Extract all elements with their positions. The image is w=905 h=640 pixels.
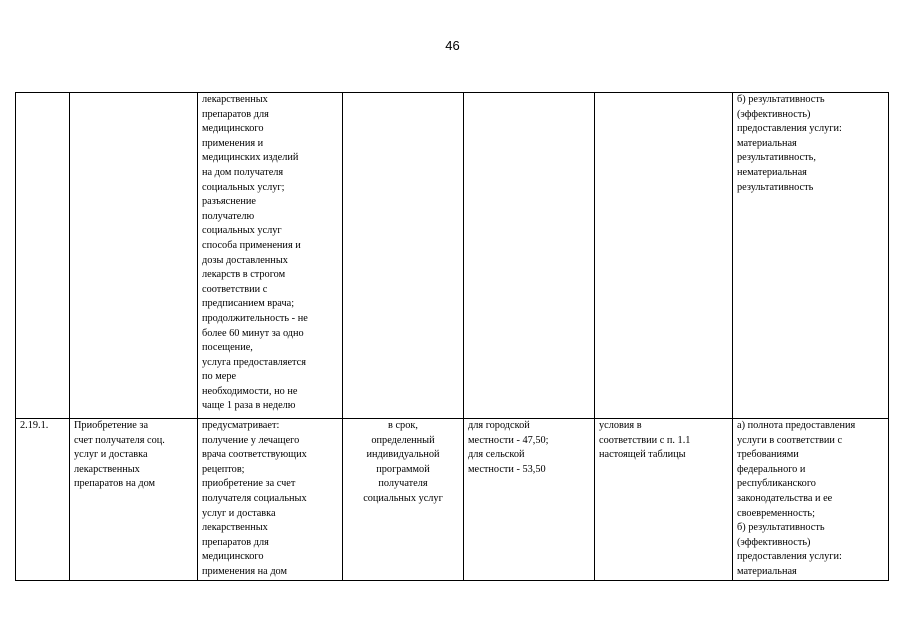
cell-term — [343, 93, 464, 419]
cell-conditions — [595, 93, 733, 419]
services-table — [15, 92, 889, 581]
cell-term: в срок, определенный индивидуальной программой получателя социальных услуг — [343, 419, 464, 581]
cell-tariff: для городской местности - 47,50; для сельской местности - 53,50 — [464, 419, 595, 581]
cell-service-name: Приобретение за счет получателя соц. услуг и доставка лекарственных препаратов на дом — [70, 419, 198, 581]
cell-number: 2.19.1. — [16, 419, 70, 581]
cell-tariff — [464, 93, 595, 419]
cell-service-content: лекарственных препаратов для медицинского применения и медицинских изделий на дом получателя социальных услуг; разъяснение получателю социальных услуг способа применения и дозы доставленных лекарств в строгом соответствии с предписанием врача; продолжительность - не более 60 минут за одно посещение, услуга предоставляется по мере необходимости, но не чаще 1 раза в неделю — [198, 93, 343, 419]
cell-service-name — [70, 93, 198, 419]
cell-service-content: предусматривает: получение у лечащего врача соответствующих рецептов; приобретение за счет получателя социальных услуг и доставка лекарственных препаратов для медицинского применения на дом — [198, 419, 343, 581]
cell-number — [16, 93, 70, 419]
page-number: 46 — [445, 38, 460, 53]
table-row-2-19-1 — [16, 419, 889, 581]
cell-conditions: условия в соответствии с п. 1.1 настоящей таблицы — [595, 419, 733, 581]
table-row-continuation — [16, 93, 889, 419]
cell-quality-indicators: а) полнота предоставления услуги в соответствии с требованиями федерального и республиканского законодательства и ее своевременность; б) результативность (эффективность) предоставления услуги: материальная — [733, 419, 889, 581]
cell-quality-indicators: б) результативность (эффективность) предоставления услуги: материальная результативность, нематериальная результативность — [733, 93, 889, 419]
